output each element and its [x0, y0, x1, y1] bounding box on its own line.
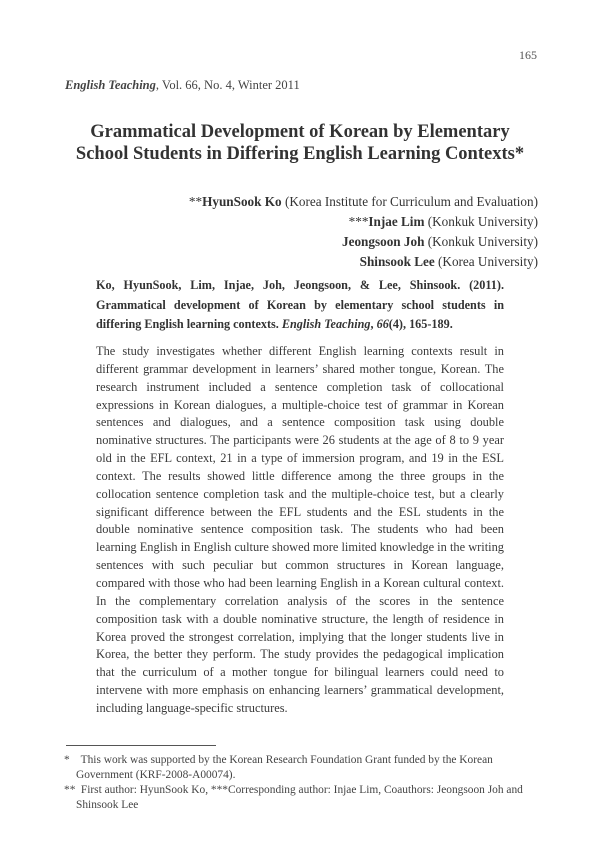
author-name: HyunSook Ko — [202, 194, 282, 209]
author-affiliation: (Konkuk University) — [424, 214, 538, 229]
journal-name: English Teaching — [65, 78, 156, 92]
footnote-text: This work was supported by the Korean Research Foundation Grant funded by the Korean Government (KRF-2008-A00074). — [76, 754, 493, 781]
citation-separator: , — [370, 317, 377, 331]
author-line — [189, 232, 538, 252]
author-prefix: ** — [188, 194, 203, 209]
author-list — [189, 192, 538, 272]
page-number: 165 — [519, 48, 537, 62]
author-name: Shinsook Lee — [359, 254, 435, 269]
citation-pages: (4), 165-189. — [388, 317, 453, 331]
citation-volume: 66 — [376, 317, 389, 331]
author-line — [189, 192, 538, 212]
citation-journal: English Teaching — [281, 317, 371, 331]
footnotes — [64, 753, 544, 813]
footnote — [64, 783, 544, 812]
footnote-mark: ** — [64, 784, 76, 797]
journal-issue: , Vol. 66, No. 4, Winter 2011 — [155, 78, 300, 92]
author-line — [189, 252, 538, 272]
citation-line-3 — [96, 315, 504, 335]
author-affiliation: (Konkuk University) — [424, 234, 538, 249]
citation-line-2: Grammatical development of Korean by elementary school students in — [96, 297, 504, 312]
author-affiliation: (Korea University) — [434, 254, 538, 269]
author-name: Jeongsoon Joh — [342, 234, 425, 249]
author-prefix: *** — [348, 214, 369, 229]
author-name: Injae Lim — [368, 214, 425, 229]
citation-title-end: differing English learning contexts. — [96, 317, 282, 331]
footnote-text: First author: HyunSook Ko, ***Corresponding author: Injae Lim, Coauthors: Jeongsoon Joh and Shinsook Lee — [76, 784, 523, 811]
footnote — [64, 753, 544, 782]
title-line-2: School Students in Differing English Learning Contexts* — [75, 144, 525, 164]
abstract-text: The study investigates whether different English learning contexts result in different grammar development in learners’ shared mother tongue, Korean. The research instrument included a sentence completion task of collocational expressions in Korean dialogues, a multiple-choice test of grammar in Korean sentences and dialogues, and a sentence composition task using double nominative structures. The participants were 26 students at the age of 8 to 9 year old in the EFL context, 21 in a type of immersion program, and 19 in the ESL context. The results showed little difference among the three groups in the collocation sentence completion task and the multiple-choice test, but a clearly significant difference between the EFL students and the ESL students in the double nominative sentence composition task. The students who had been learning English in English culture showed more limited knowledge in the writing sentences with such peculiar but common structures in Korean language, compared with those who had been learning English in a Korean cultural context. In the complementary correlation analysis of the scores in the sentence composition task with a double nominative structure, the length of residence in Korea proved the strongest correlation, implying that the longer students live in Korea, the better they perform. The study provides the pedagogical implication that the curriculum of a mother tongue for bilingual learners could need to intervene with more emphasis on enhancing learners’ grammatical development, including language-specific structures. — [96, 344, 504, 715]
author-line — [189, 212, 538, 232]
paper-title — [40, 121, 560, 165]
citation-line-1: Ko, HyunSook, Lim, Injae, Joh, Jeongsoon, & Lee, Shinsook. (2011). — [96, 278, 504, 292]
author-affiliation: (Korea Institute for Curriculum and Evaluation) — [281, 194, 538, 209]
title-line-1: Grammatical Development of Korean by Elementary — [90, 122, 510, 142]
footnote-divider — [66, 745, 216, 746]
citation-block — [96, 276, 504, 335]
running-head — [65, 78, 300, 93]
footnote-mark: * — [64, 754, 70, 766]
